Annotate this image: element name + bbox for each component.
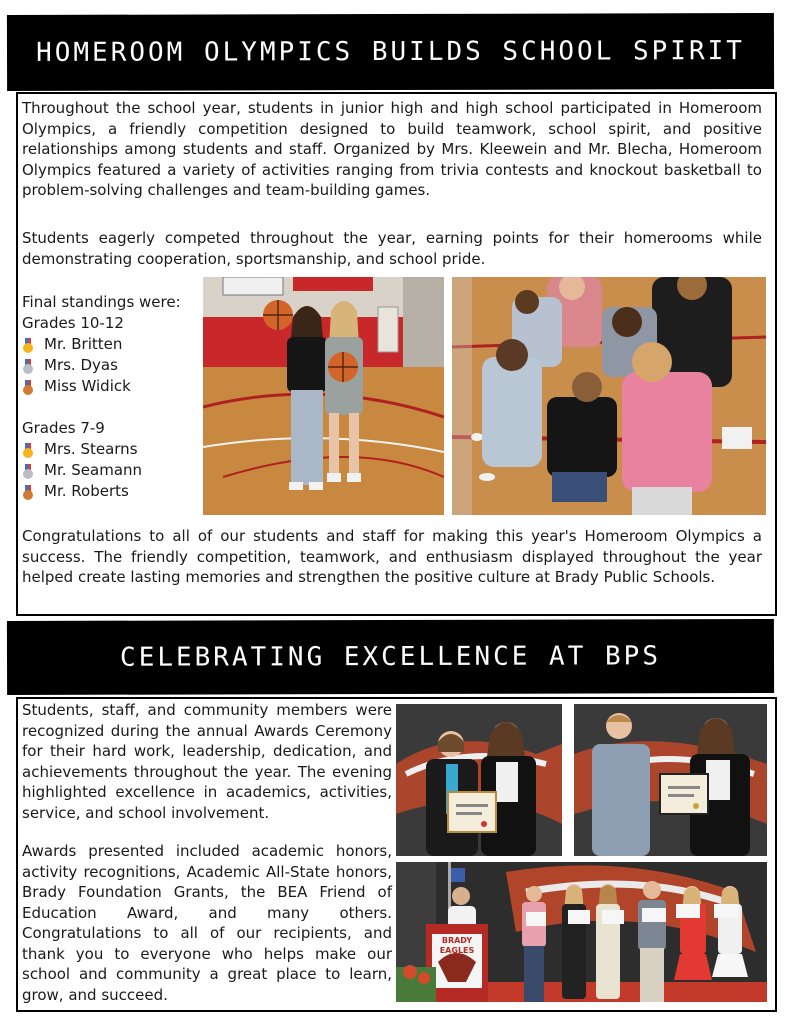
award-photo-2 bbox=[574, 704, 767, 856]
gym-basketball-photo bbox=[203, 277, 444, 515]
bronze-medal-icon bbox=[22, 380, 34, 394]
section-title: HOMEROOM OLYMPICS BUILDS SCHOOL SPIRIT bbox=[36, 36, 745, 68]
homeroom-olympics-banner bbox=[7, 13, 774, 91]
awards-paragraph-2: Awards presented included academic honors, activity recognitions, Academic All-State honors, Brady Foundation Grants, the BEA Friend of Education Award, and many others. Congratulations to all of our recipients, and thank you to everyone who helps make our school and community a great place to learn, grow, and succeed. bbox=[22, 842, 392, 1004]
podium-sign: BRADY EAGLES bbox=[439, 936, 475, 955]
award-group-photo bbox=[396, 862, 767, 1002]
intro-paragraph: Throughout the school year, students in junior high and high school participated in Homeroom Olympics, a friendly competition designed to build teamwork, school spirit, and positive relationships among students and staff. Organized by Mrs. Kleewein and Mr. Blecha, Homeroom Olympics featured a variety of activities ranging from trivia contests and knockout basketball to problem-solving challenges and team-building games. bbox=[22, 99, 762, 199]
group-label-grades-7-9: Grades 7-9 bbox=[22, 419, 105, 437]
award-photo-1 bbox=[396, 704, 562, 856]
standing-name: Mrs. Dyas bbox=[44, 356, 118, 374]
group-label-grades-10-12: Grades 10-12 bbox=[22, 314, 124, 332]
standing-row bbox=[22, 439, 197, 460]
silver-medal-icon bbox=[22, 464, 34, 478]
silver-medal-icon bbox=[22, 359, 34, 373]
standings-label: Final standings were: bbox=[22, 293, 181, 311]
standing-row bbox=[22, 481, 197, 502]
bronze-medal-icon bbox=[22, 485, 34, 499]
gold-medal-icon bbox=[22, 443, 34, 457]
standing-row bbox=[22, 334, 197, 355]
standing-name: Miss Widick bbox=[44, 377, 131, 395]
final-standings bbox=[22, 292, 197, 502]
standing-row bbox=[22, 355, 197, 376]
gold-medal-icon bbox=[22, 338, 34, 352]
standing-name: Mr. Britten bbox=[44, 335, 123, 353]
awards-paragraph-1: Students, staff, and community members were recognized during the annual Awards Ceremony for their hard work, leadership, dedication, and achievements throughout the year. The evening highlighted excellence in academics, activities, service, and school involvement. bbox=[22, 701, 392, 822]
competition-paragraph: Students eagerly competed throughout the year, earning points for their homerooms while demonstrating cooperation, sportsmanship, and school pride. bbox=[22, 229, 762, 268]
standing-row bbox=[22, 460, 197, 481]
celebrating-excellence-banner bbox=[7, 619, 774, 695]
standing-name: Mr. Seamann bbox=[44, 461, 143, 479]
standing-name: Mr. Roberts bbox=[44, 482, 129, 500]
team-huddle-photo bbox=[452, 277, 766, 515]
standing-row bbox=[22, 376, 197, 397]
closing-paragraph: Congratulations to all of our students and staff for making this year's Homeroom Olympics a success. The friendly competition, teamwork, and enthusiasm displayed throughout the year helped create lasting memories and strengthen the positive culture at Brady Public Schools. bbox=[22, 527, 762, 586]
section-title: CELEBRATING EXCELLENCE AT BPS bbox=[119, 641, 662, 673]
standing-name: Mrs. Stearns bbox=[44, 440, 138, 458]
